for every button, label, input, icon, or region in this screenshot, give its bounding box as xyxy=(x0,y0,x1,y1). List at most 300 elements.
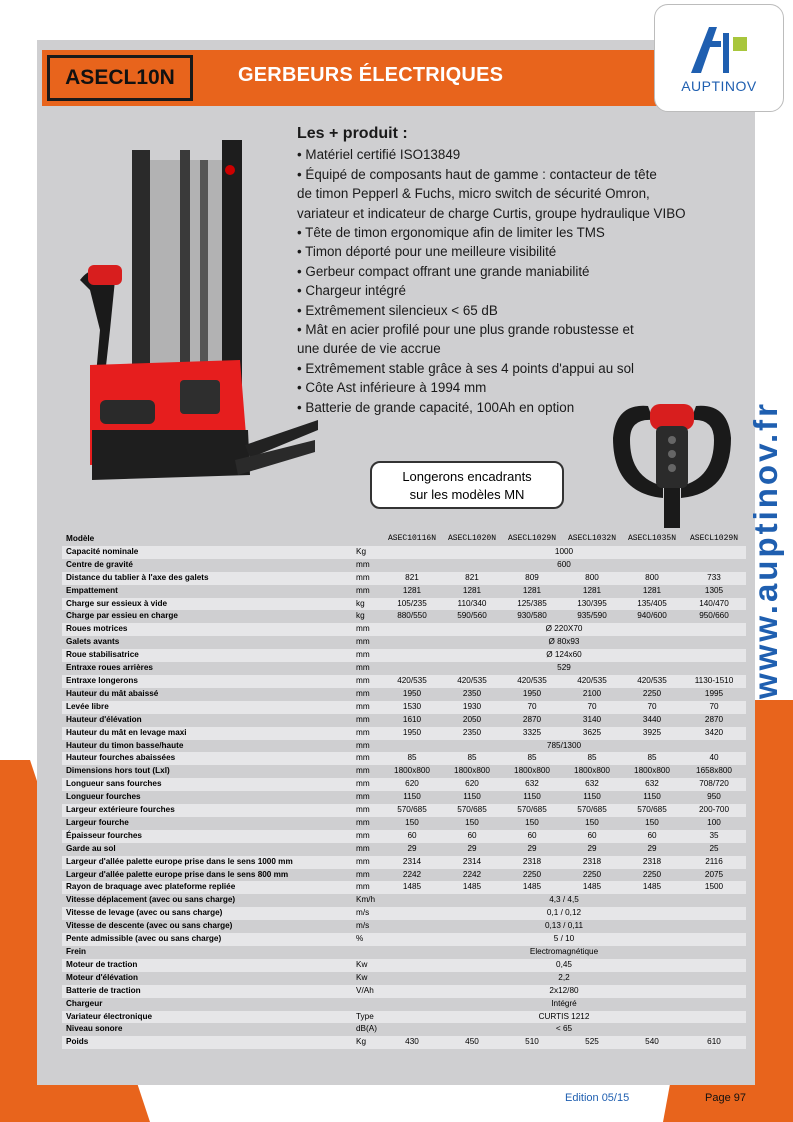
spec-label: Capacité nominale xyxy=(62,546,352,559)
table-row xyxy=(62,856,746,869)
spec-unit: mm xyxy=(352,701,382,714)
spec-value: 1000 xyxy=(382,546,746,559)
spec-value: CURTIS 1212 xyxy=(382,1011,746,1024)
spec-unit: kg xyxy=(352,610,382,623)
spec-value: 70 xyxy=(622,701,682,714)
website-url-vertical: www.auptinov.fr xyxy=(747,401,784,699)
spec-value: 3925 xyxy=(622,727,682,740)
spec-unit: mm xyxy=(352,869,382,882)
spec-value: 420/535 xyxy=(562,675,622,688)
auptinov-logo-icon xyxy=(687,23,751,75)
spec-value: 570/685 xyxy=(442,804,502,817)
spec-label: Levée libre xyxy=(62,701,352,714)
table-row xyxy=(62,933,746,946)
spec-value: 0,45 xyxy=(382,959,746,972)
spec-value: 5 / 10 xyxy=(382,933,746,946)
spec-value: 510 xyxy=(502,1036,562,1049)
spec-label: Largeur fourche xyxy=(62,817,352,830)
spec-value: 570/685 xyxy=(502,804,562,817)
spec-value: 29 xyxy=(382,843,442,856)
spec-value: 2075 xyxy=(682,869,746,882)
table-row xyxy=(62,998,746,1011)
spec-value: 60 xyxy=(382,830,442,843)
spec-value: 632 xyxy=(562,778,622,791)
spec-value: 430 xyxy=(382,1036,442,1049)
feature-line: • Extrêmement stable grâce à ses 4 points d'appui au sol xyxy=(297,360,634,376)
table-row xyxy=(62,727,746,740)
table-row xyxy=(62,804,746,817)
spec-unit: mm xyxy=(352,843,382,856)
spec-label: Hauteur du timon basse/haute xyxy=(62,740,352,753)
spec-value: 0,1 / 0,12 xyxy=(382,907,746,920)
feature-line: • Gerbeur compact offrant une grande maniabilité xyxy=(297,263,590,279)
feature-line: variateur et indicateur de charge Curtis, groupe hydraulique VIBO xyxy=(297,205,686,221)
spec-label: Poids xyxy=(62,1036,352,1049)
spec-value: 29 xyxy=(502,843,562,856)
spec-value: 800 xyxy=(622,572,682,585)
feature-line: • Équipé de composants haut de gamme : contacteur de tête xyxy=(297,166,657,182)
spec-unit: Kg xyxy=(352,1036,382,1049)
table-row xyxy=(62,1023,746,1036)
spec-unit: Km/h xyxy=(352,894,382,907)
spec-value: 1485 xyxy=(502,881,562,894)
spec-value: 35 xyxy=(682,830,746,843)
spec-value: 1800x800 xyxy=(442,765,502,778)
spec-unit: % xyxy=(352,933,382,946)
spec-value: 708/720 xyxy=(682,778,746,791)
spec-label: Roue stabilisatrice xyxy=(62,649,352,662)
table-row xyxy=(62,610,746,623)
table-row xyxy=(62,675,746,688)
spec-unit xyxy=(352,946,382,959)
spec-unit: dB(A) xyxy=(352,1023,382,1036)
page-title: GERBEURS ÉLECTRIQUES xyxy=(238,64,504,86)
spec-value: 140/470 xyxy=(682,598,746,611)
spec-unit: mm xyxy=(352,688,382,701)
spec-unit: mm xyxy=(352,623,382,636)
spec-value: 2250 xyxy=(562,869,622,882)
spec-unit: mm xyxy=(352,714,382,727)
model-column-header: ASECL1020N xyxy=(442,533,502,546)
spec-value: 620 xyxy=(442,778,502,791)
feature-line: • Extrêmement silencieux < 65 dB xyxy=(297,302,498,318)
table-row xyxy=(62,869,746,882)
callout-line: Longerons encadrants xyxy=(402,469,532,484)
spec-value: 1485 xyxy=(442,881,502,894)
spec-unit: mm xyxy=(352,636,382,649)
spec-value: 1658x800 xyxy=(682,765,746,778)
feature-line: • Mât en acier profilé pour une plus grande robustesse et xyxy=(297,322,634,338)
spec-value: 2,2 xyxy=(382,972,746,985)
spec-value: 1281 xyxy=(382,585,442,598)
spec-value: 2250 xyxy=(622,688,682,701)
spec-value: 1150 xyxy=(442,791,502,804)
spec-unit: Type xyxy=(352,1011,382,1024)
spec-label: Vitesse déplacement (avec ou sans charge) xyxy=(62,894,352,907)
model-code-box: ASECL10N xyxy=(47,55,193,101)
spec-value: 540 xyxy=(622,1036,682,1049)
spec-label: Distance du tablier à l'axe des galets xyxy=(62,572,352,585)
spec-unit: mm xyxy=(352,817,382,830)
spec-value: 1800x800 xyxy=(382,765,442,778)
spec-value: 29 xyxy=(442,843,502,856)
spec-value: 1281 xyxy=(442,585,502,598)
spec-value: 2050 xyxy=(442,714,502,727)
spec-value: 785/1300 xyxy=(382,740,746,753)
spec-label: Roues motrices xyxy=(62,623,352,636)
spec-value: 2870 xyxy=(682,714,746,727)
spec-value: 570/685 xyxy=(382,804,442,817)
spec-value: 2318 xyxy=(502,856,562,869)
spec-value: Ø 220X70 xyxy=(382,623,746,636)
spec-value: 950 xyxy=(682,791,746,804)
table-row xyxy=(62,598,746,611)
spec-label: Charge sur essieux à vide xyxy=(62,598,352,611)
spec-value: 100 xyxy=(682,817,746,830)
spec-value: 1281 xyxy=(502,585,562,598)
spec-unit: mm xyxy=(352,830,382,843)
spec-unit: Kw xyxy=(352,972,382,985)
spec-unit: mm xyxy=(352,585,382,598)
spec-value: 200-700 xyxy=(682,804,746,817)
spec-value: 1150 xyxy=(622,791,682,804)
spec-unit: mm xyxy=(352,778,382,791)
spec-value: 1500 xyxy=(682,881,746,894)
spec-value: 3420 xyxy=(682,727,746,740)
spec-value: 2x12/80 xyxy=(382,985,746,998)
spec-label: Longueur fourches xyxy=(62,791,352,804)
table-row xyxy=(62,752,746,765)
spec-value: 1305 xyxy=(682,585,746,598)
tiller-head-image xyxy=(608,398,736,528)
spec-label: Variateur électronique xyxy=(62,1011,352,1024)
spec-value: 2350 xyxy=(442,688,502,701)
model-column-header: ASEC10116N xyxy=(382,533,442,546)
table-row xyxy=(62,972,746,985)
feature-line: • Batterie de grande capacité, 100Ah en option xyxy=(297,399,575,415)
spec-value: 570/685 xyxy=(622,804,682,817)
spec-value: 800 xyxy=(562,572,622,585)
table-row xyxy=(62,894,746,907)
spec-label: Dimensions hors tout (Lxl) xyxy=(62,765,352,778)
stacker-product-image xyxy=(70,130,320,510)
table-row xyxy=(62,662,746,675)
feature-line: une durée de vie accrue xyxy=(297,341,441,357)
spec-unit: kg xyxy=(352,598,382,611)
spec-value: 1950 xyxy=(382,688,442,701)
spec-label: Frein xyxy=(62,946,352,959)
spec-label: Largeur d'allée palette europe prise dans le sens 800 mm xyxy=(62,869,352,882)
spec-unit: Kg xyxy=(352,546,382,559)
spec-label: Chargeur xyxy=(62,998,352,1011)
spec-value: 2870 xyxy=(502,714,562,727)
spec-value: 525 xyxy=(562,1036,622,1049)
spec-value: 1485 xyxy=(382,881,442,894)
feature-line: de timon Pepperl & Fuchs, micro switch de sécurité Omron, xyxy=(297,186,650,202)
spec-value: 1130-1510 xyxy=(682,675,746,688)
spec-value: 85 xyxy=(382,752,442,765)
table-row xyxy=(62,907,746,920)
spec-value: 2250 xyxy=(502,869,562,882)
table-row xyxy=(62,572,746,585)
spec-value: 632 xyxy=(502,778,562,791)
spec-value: 60 xyxy=(562,830,622,843)
spec-value: 85 xyxy=(622,752,682,765)
table-row xyxy=(62,701,746,714)
spec-unit: mm xyxy=(352,752,382,765)
feature-line: • Chargeur intégré xyxy=(297,283,406,299)
spec-unit: mm xyxy=(352,675,382,688)
spec-label: Rayon de braquage avec plateforme repliée xyxy=(62,881,352,894)
spec-value: 600 xyxy=(382,559,746,572)
model-column-header: ASECL1029N xyxy=(502,533,562,546)
spec-unit: mm xyxy=(352,662,382,675)
spec-value: 821 xyxy=(382,572,442,585)
spec-value: 25 xyxy=(682,843,746,856)
feature-line: • Timon déporté pour une meilleure visibilité xyxy=(297,244,557,260)
spec-value: 1281 xyxy=(562,585,622,598)
table-row xyxy=(62,559,746,572)
spec-unit: mm xyxy=(352,791,382,804)
table-row xyxy=(62,881,746,894)
spec-label: Longueur sans fourches xyxy=(62,778,352,791)
spec-unit: mm xyxy=(352,804,382,817)
spec-value: 590/560 xyxy=(442,610,502,623)
spec-unit: mm xyxy=(352,727,382,740)
spec-value: Intégré xyxy=(382,998,746,1011)
spec-label: Vitesse de levage (avec ou sans charge) xyxy=(62,907,352,920)
spec-value: 1995 xyxy=(682,688,746,701)
spec-value: 1800x800 xyxy=(622,765,682,778)
spec-value: 2314 xyxy=(382,856,442,869)
table-row xyxy=(62,688,746,701)
spec-value: Electromagnétique xyxy=(382,946,746,959)
spec-value: 420/535 xyxy=(382,675,442,688)
feature-line: • Matériel certifié ISO13849 xyxy=(297,147,461,163)
table-row xyxy=(62,546,746,559)
table-row xyxy=(62,920,746,933)
spec-value: 3325 xyxy=(502,727,562,740)
table-row xyxy=(62,636,746,649)
spec-label: Empattement xyxy=(62,585,352,598)
table-row xyxy=(62,791,746,804)
spec-label: Entraxe roues arrières xyxy=(62,662,352,675)
spec-value: 2242 xyxy=(442,869,502,882)
spec-value: 150 xyxy=(622,817,682,830)
spec-unit: mm xyxy=(352,881,382,894)
spec-value: 85 xyxy=(502,752,562,765)
spec-value: 2314 xyxy=(442,856,502,869)
spec-value: 733 xyxy=(682,572,746,585)
spec-value: 2100 xyxy=(562,688,622,701)
model-column-header: ASECL1035N xyxy=(622,533,682,546)
table-row xyxy=(62,830,746,843)
spec-value: 420/535 xyxy=(622,675,682,688)
table-row xyxy=(62,585,746,598)
table-row xyxy=(62,714,746,727)
column-header-model: Modèle xyxy=(62,533,352,546)
spec-value: 930/580 xyxy=(502,610,562,623)
table-row xyxy=(62,623,746,636)
spec-value: 85 xyxy=(562,752,622,765)
spec-label: Largeur d'allée palette europe prise dans le sens 1000 mm xyxy=(62,856,352,869)
spec-value: 610 xyxy=(682,1036,746,1049)
table-row xyxy=(62,985,746,998)
spec-value: 1485 xyxy=(622,881,682,894)
table-row xyxy=(62,843,746,856)
spec-value: 632 xyxy=(622,778,682,791)
spec-label: Charge par essieu en charge xyxy=(62,610,352,623)
spec-value: 70 xyxy=(562,701,622,714)
spec-value: 3440 xyxy=(622,714,682,727)
spec-table xyxy=(62,533,746,1049)
callout-box xyxy=(370,461,564,509)
spec-value: 3140 xyxy=(562,714,622,727)
spec-label: Hauteur fourches abaissées xyxy=(62,752,352,765)
logo-text: AUPTINOV xyxy=(681,78,757,94)
spec-value: 529 xyxy=(382,662,746,675)
spec-value: 1150 xyxy=(382,791,442,804)
spec-value: 1950 xyxy=(382,727,442,740)
spec-value: Ø 124x60 xyxy=(382,649,746,662)
spec-value: 420/535 xyxy=(442,675,502,688)
spec-value: 3625 xyxy=(562,727,622,740)
spec-value: 935/590 xyxy=(562,610,622,623)
spec-unit: mm xyxy=(352,856,382,869)
spec-value: 150 xyxy=(442,817,502,830)
spec-value: 1610 xyxy=(382,714,442,727)
spec-value: < 65 xyxy=(382,1023,746,1036)
spec-value: 70 xyxy=(502,701,562,714)
spec-value: 130/395 xyxy=(562,598,622,611)
spec-value: 0,13 / 0,11 xyxy=(382,920,746,933)
spec-value: Ø 80x93 xyxy=(382,636,746,649)
spec-label: Hauteur du mât abaissé xyxy=(62,688,352,701)
spec-label: Batterie de traction xyxy=(62,985,352,998)
spec-unit: m/s xyxy=(352,920,382,933)
spec-label: Pente admissible (avec ou sans charge) xyxy=(62,933,352,946)
table-row xyxy=(62,817,746,830)
spec-label: Entraxe longerons xyxy=(62,675,352,688)
table-row xyxy=(62,740,746,753)
spec-label: Niveau sonore xyxy=(62,1023,352,1036)
spec-label: Garde au sol xyxy=(62,843,352,856)
table-row xyxy=(62,778,746,791)
spec-label: Épaisseur fourches xyxy=(62,830,352,843)
spec-value: 1281 xyxy=(622,585,682,598)
table-row xyxy=(62,649,746,662)
spec-value: 125/385 xyxy=(502,598,562,611)
spec-value: 2318 xyxy=(562,856,622,869)
spec-value: 135/405 xyxy=(622,598,682,611)
spec-value: 620 xyxy=(382,778,442,791)
table-row xyxy=(62,946,746,959)
spec-value: 1930 xyxy=(442,701,502,714)
spec-value: 1950 xyxy=(502,688,562,701)
spec-value: 40 xyxy=(682,752,746,765)
spec-unit xyxy=(352,998,382,1011)
spec-label: Hauteur du mât en levage maxi xyxy=(62,727,352,740)
spec-value: 60 xyxy=(442,830,502,843)
logo-card xyxy=(654,4,784,112)
table-header-row xyxy=(62,533,746,546)
spec-value: 880/550 xyxy=(382,610,442,623)
table-row xyxy=(62,959,746,972)
spec-value: 1485 xyxy=(562,881,622,894)
spec-value: 2242 xyxy=(382,869,442,882)
spec-value: 2250 xyxy=(622,869,682,882)
table-row xyxy=(62,1011,746,1024)
spec-value: 2116 xyxy=(682,856,746,869)
spec-unit: mm xyxy=(352,740,382,753)
spec-value: 105/235 xyxy=(382,598,442,611)
spec-label: Moteur de traction xyxy=(62,959,352,972)
spec-unit: mm xyxy=(352,765,382,778)
product-features xyxy=(297,124,737,417)
spec-value: 2318 xyxy=(622,856,682,869)
spec-value: 420/535 xyxy=(502,675,562,688)
spec-value: 1800x800 xyxy=(502,765,562,778)
spec-value: 821 xyxy=(442,572,502,585)
spec-value: 2350 xyxy=(442,727,502,740)
spec-value: 60 xyxy=(622,830,682,843)
spec-value: 29 xyxy=(622,843,682,856)
spec-unit: mm xyxy=(352,649,382,662)
page-number: Page 97 xyxy=(705,1092,746,1104)
feature-line: • Côte Ast inférieure à 1994 mm xyxy=(297,380,487,396)
table-row xyxy=(62,1036,746,1049)
spec-value: 1530 xyxy=(382,701,442,714)
spec-label: Vitesse de descente (avec ou sans charge) xyxy=(62,920,352,933)
table-row xyxy=(62,765,746,778)
callout-line: sur les modèles MN xyxy=(409,487,525,502)
spec-value: 940/600 xyxy=(622,610,682,623)
spec-unit: Kw xyxy=(352,959,382,972)
features-title: Les + produit : xyxy=(297,125,408,142)
spec-value: 1150 xyxy=(502,791,562,804)
spec-value: 809 xyxy=(502,572,562,585)
spec-label: Galets avants xyxy=(62,636,352,649)
spec-value: 150 xyxy=(562,817,622,830)
spec-value: 60 xyxy=(502,830,562,843)
spec-value: 150 xyxy=(502,817,562,830)
spec-label: Centre de gravité xyxy=(62,559,352,572)
edition-label: Edition 05/15 xyxy=(565,1092,630,1104)
spec-value: 70 xyxy=(682,701,746,714)
spec-value: 950/660 xyxy=(682,610,746,623)
spec-value: 1150 xyxy=(562,791,622,804)
spec-value: 450 xyxy=(442,1036,502,1049)
spec-label: Largeur extérieure fourches xyxy=(62,804,352,817)
feature-line: • Tête de timon ergonomique afin de limiter les TMS xyxy=(297,225,605,241)
spec-value: 570/685 xyxy=(562,804,622,817)
model-column-header: ASECL1032N xyxy=(562,533,622,546)
spec-label: Hauteur d'élévation xyxy=(62,714,352,727)
spec-unit: mm xyxy=(352,572,382,585)
spec-value: 110/340 xyxy=(442,598,502,611)
spec-value: 150 xyxy=(382,817,442,830)
model-column-header: ASECL1029N xyxy=(682,533,746,546)
spec-value: 1800x800 xyxy=(562,765,622,778)
spec-value: 29 xyxy=(562,843,622,856)
column-header-unit xyxy=(352,533,382,546)
spec-value: 85 xyxy=(442,752,502,765)
spec-value: 4,3 / 4,5 xyxy=(382,894,746,907)
spec-unit: m/s xyxy=(352,907,382,920)
spec-unit: V/Ah xyxy=(352,985,382,998)
spec-unit: mm xyxy=(352,559,382,572)
spec-label: Moteur d'élévation xyxy=(62,972,352,985)
